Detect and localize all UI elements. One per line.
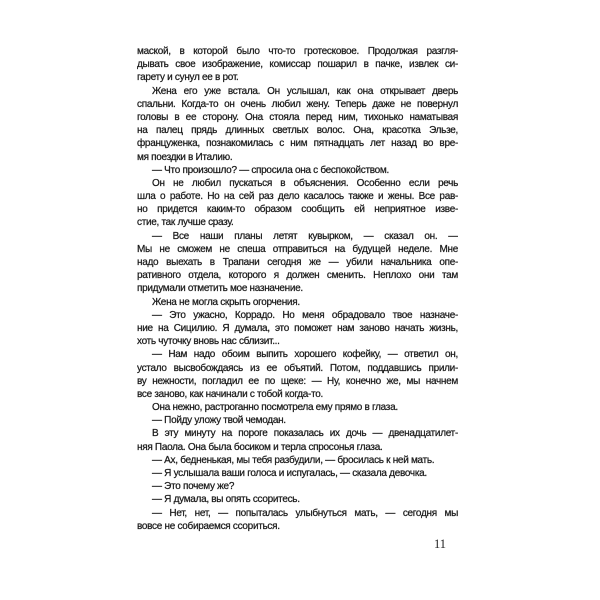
text-line: Он не любил пускаться в объяснения. Особенно если речь (152, 177, 458, 189)
text-line: француженка, познакомилась с ним пятнадцать лет назад во вре- (137, 138, 458, 150)
page-number: 11 (433, 537, 446, 551)
text-line: спальни. Когда-то он очень любил жену. Теперь даже не повернул (137, 98, 458, 110)
text-line: — Нет, нет, — попыталась улыбнуться мать, — сегодня мы (152, 507, 458, 519)
text-line: — Пойду уложу твой чемодан. (152, 415, 286, 427)
text-line: В эту минуту на пороге показалась их дочь — двенадцатилет- (152, 428, 458, 440)
text-line: дывать свое изображение, комиссар пошарил в пачке, извлек си- (137, 59, 458, 71)
text-line: — Нам надо обоим выпить хорошего кофейку, — ответил он, (152, 349, 458, 361)
text-line: головы в ее сторону. Она стояла перед ним, тихонько наматывая (137, 111, 458, 123)
text-line: — Я думала, вы опять ссоритесь. (152, 494, 300, 506)
text-line: ративного отдела, которого я должен сменить. Неплохо они там (137, 270, 458, 282)
text-line: хоть чуточку вновь нас сблизит... (137, 336, 280, 348)
text-line: надо выехать в Трапани сегодня же — убили начальника опе- (137, 257, 458, 268)
text-line: — Что произошло? — спросила она с беспокойством. (152, 164, 389, 176)
text-line: няя Паола. Она была босиком и терла спросонья глаза. (137, 441, 383, 453)
text-line: придумали отметить мое назначение. (137, 283, 303, 295)
text-line: все заново, как начинали с тобой когда-то. (137, 388, 323, 400)
text-line: шла о работе. Но на сей раз дело касалось также и жены. Все рав- (137, 191, 458, 203)
text-line: мя поездки в Италию. (137, 151, 233, 163)
page-text (137, 45, 458, 533)
text-line: Мы не сможем не спеша отправиться на будущей неделе. Мне (137, 243, 458, 255)
text-line: вовсе не собираемся ссориться. (137, 520, 280, 532)
text-line: на палец прядь длинных светлых волос. Она, красотка Эльзе, (137, 125, 458, 137)
text-line: — Это почему же? (152, 481, 235, 493)
text-line: ву нежности, погладил ее по щеке: — Ну, конечно же, мы начнем (137, 375, 458, 387)
text-line: — Это ужасно, Коррадо. Но меня обрадовало твое назначе- (152, 309, 458, 321)
text-line: но придется каким-то образом сообщить ей неприятное изве- (137, 204, 458, 216)
text-line: — Я услышала ваши голоса и испугалась, — сказала девочка. (152, 468, 427, 479)
text-line: устало высвобождаясь из ее объятий. Потом, поддавшись прили- (137, 362, 458, 374)
text-line: маской, в которой было что-то гротесковое. Продолжая разгля- (137, 46, 458, 57)
text-line: стие, так лучше сразу. (137, 217, 234, 229)
text-line: Жена его уже встала. Он услышал, как она открывает дверь (152, 85, 458, 97)
text-line: — Все наши планы летят кувырком, — сказал он. — (152, 230, 458, 242)
text-line: ние на Сицилию. Я думала, это поможет нам заново начать жизнь, (137, 322, 458, 334)
text-line: — Ах, бедненькая, мы тебя разбудили, — бросилась к ней мать. (152, 454, 435, 466)
text-line: гарету и сунул ее в рот. (137, 72, 239, 84)
text-line: Жена не могла скрыть огорчения. (152, 296, 300, 308)
text-line: Она нежно, растроганно посмотрела ему прямо в глаза. (152, 402, 398, 414)
